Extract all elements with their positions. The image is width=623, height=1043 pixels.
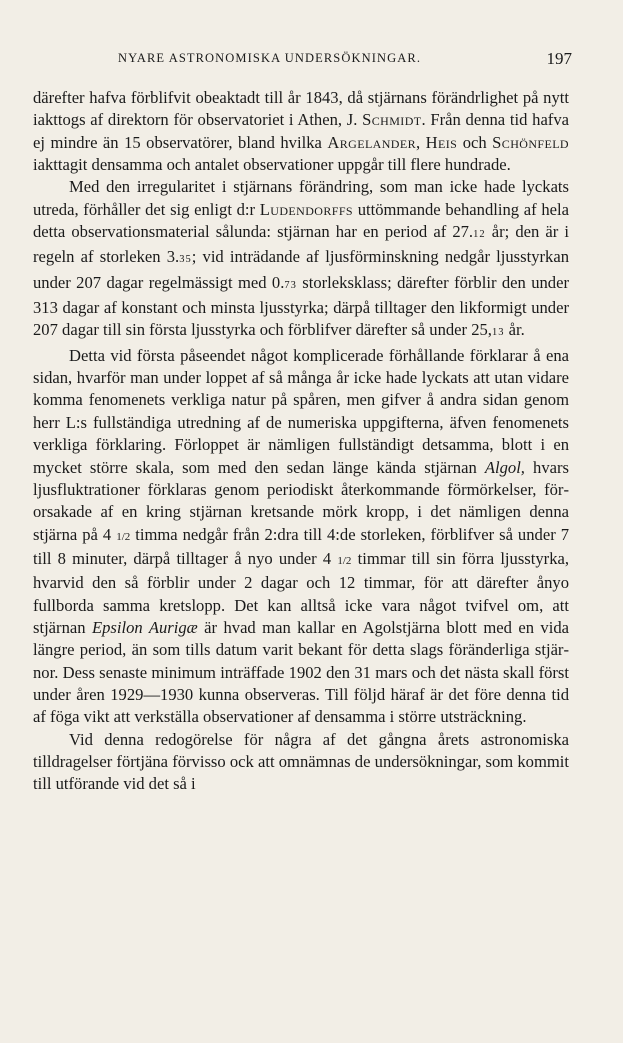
star-name-epsilon-aurigae: Epsilon Aurigæ [91,617,198,637]
paragraph-2: Med den irregularitet i stjärnans förändring, som man icke hade lyckats utreda, förhåller det sig enligt d:r Ludendorffs uttömmande behandling af hela detta observationsmaterial sålunda: stjärnan har en period af 27.12 år; den är i regeln af storleken 3.35; vid inträdande af ljusförminskning nedgår ljusstyrkan under 207 dagar regelmässigt med 0.73 storleksklass; därefter förblir den under 313 dagar af konstant och minsta ljusstyrka; därpå tilltager den likformigt under 207 dagar till sin första ljusstyrka och förblifver därefter så under 25,13 år. [33,177,570,340]
star-name-algol: Algol, [484,457,525,477]
page-number: 197 [546,49,572,68]
paragraph-4: Vid denna redogörelse för några af det gångna årets astronomiska tilldragelser förtjäna förvisso ock att omnämnas de undersökningar, som kommit till utförande vid det så i [33,729,569,794]
paragraph-3: Detta vid första påseendet något komplicerade förhållande förklarar å ena sidan, hvarför man under loppet af så många år icke hade lyckats att utan vidare komma fenomenets verkliga natur på spåren, men gifver å andra sidan genom herr L:s fullständiga utredning af de numeriska uppgifterna, äfven fenomenets verkliga förklaring. Förloppet är nämligen fullständigt detsamma, blott i en mycket större skala, som med den sedan länge kända stjärnan Algol, hvars ljusfluktrationer förklaras genom periodiskt återkommande förmörkelser, förorsakade af en kring stjärnan kretsande mörk kropp, i det nämligen denna stjärna på 4 1/2 timma nedgår från 2:dra till 4:de storleken, förblifver så under 7 till 8 minuter, därpå tilltager å nyo under 4 1/2 timmar till sin förra ljusstyrka, hvarvid den så förblir under 2 dagar och 12 timmar, för att därefter ånyo fullborda samma kretslopp. Det kan alltså icke vara något tvifvel om, att stjärnan Epsilon Aurigæ är hvad man kallar en Agolstjärna blott med en vida längre period, än som tills datum varit bekant för detta slags föränderliga stjärnor. Dess senaste minimum inträffade 1902 den 31 mars och det nästa skall först under åren 1929—1930 kunna observeras. Till följd häraf är det före denna tid af föga vikt att verkställa observationer af densamma i större utsträckning. [33,345,570,727]
running-head: NYARE ASTRONOMISKA UNDERSÖKNINGAR. [118,51,422,65]
name-argelander: Argelander [327,132,417,152]
body-text [33,87,569,796]
paragraph-1: därefter hafva förblifvit obeaktadt till år 1843, då stjärnans förändrlighet på nytt iakttogs af direktorn för observatoriet i Athen, J. Schmidt. Från denna tid hafva ej mindre än 15 observatörer, bland hvilka Argelander, Heis och Schönfeld iakttagit densamma och antalet observationer uppgår till flere hundrade. [33,88,570,175]
name-heis: Heis [425,132,458,152]
name-schmidt: Schmidt [362,110,422,130]
name-schonfeld: Schönfeld [492,132,570,152]
name-ludendorff: Ludendorffs [259,199,353,219]
page-header [118,49,572,71]
